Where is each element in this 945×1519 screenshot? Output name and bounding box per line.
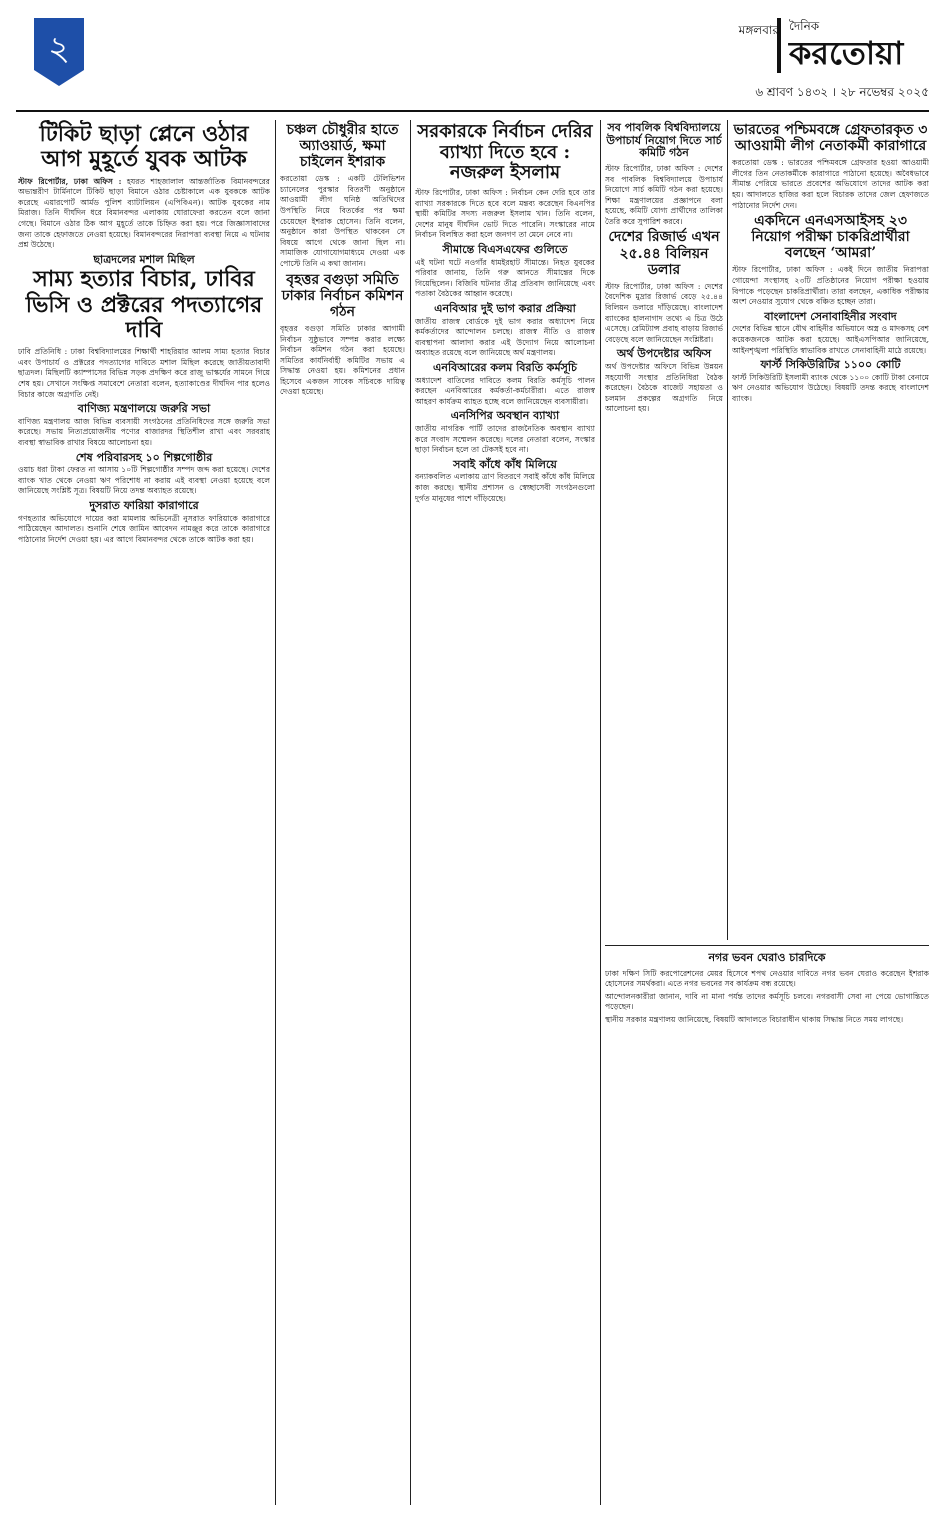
column-5 xyxy=(732,120,929,940)
article-body: ফার্স্ট সিকিউরিটি ইসলামী ব্যাংক থেকে ১১০০ কোটি টাকা বেনামে ঋণ নেওয়ার অভিযোগ উঠেছে। বিষয়টি তদন্ত করছে বাংলাদেশ ব্যাংক। xyxy=(732,372,929,403)
subheadline: ছাত্রদলের মশাল মিছিল xyxy=(93,252,195,266)
article-body: আন্দোলনকারীরা জানান, দাবি না মানা পর্যন্ত তাদের কর্মসূচি চলবে। নগরবাসী সেবা না পেয়ে ভোগান্তিতে পড়েছেন। xyxy=(605,991,929,1012)
article-body: ঢাবি প্রতিনিধি : ঢাকা বিশ্ববিদ্যালয়ের শিক্ষার্থী শাহরিয়ার আলম সাম্য হত্যার বিচার এবং উপাচার্য ও প্রক্টরের পদত্যাগের দাবিতে মশাল মিছিল করেছে জাতীয়তাবাদী ছাত্রদল। মিছিলটি ক্যাম্পাসের বিভিন্ন সড়ক প্রদক্ষিণ করে রাজু ভাস্কর্যের সামনে গিয়ে শেষ হয়। সেখানে সংক্ষিপ্ত সমাবেশে নেতারা বলেন, হত্যাকাণ্ডের দীর্ঘদিন পার হলেও বিচার কাজে অগ্রগতি নেই। xyxy=(18,347,270,399)
headline: সাম্য হত্যার বিচার, ঢাবির ভিসি ও প্রক্টরের পদত্যাগের দাবি xyxy=(25,266,263,343)
subheadline: বাংলাদেশ সেনাবাহিনীর সংবাদ xyxy=(764,309,897,323)
dateline: ৬ শ্রাবণ ১৪৩২ । ২৮ নভেম্বর ২০২৫ xyxy=(755,85,929,99)
subheadline: অর্থ উপদেষ্টার অফিস xyxy=(616,347,712,361)
paper-logo xyxy=(777,18,929,73)
section-rule xyxy=(605,945,929,946)
subheadline: ফার্স্ট সিকিউরিটির ১১০০ কোটি xyxy=(760,358,901,372)
headline: চঞ্চল চৌধুরীর হাতে অ্যাওয়ার্ড, ক্ষমা চাইলেন ইশরাক xyxy=(286,122,399,171)
headline: ভারতের পশ্চিমবঙ্গে গ্রেফতারকৃত ৩ আওয়ামী লীগ নেতাকর্মী কারাগারে xyxy=(733,122,928,155)
article-body: স্থানীয় সরকার মন্ত্রণালয় জানিয়েছে, বিষয়টি আদালতে বিচারাধীন থাকায় সিদ্ধান্ত নিতে সময় লাগছে। xyxy=(605,1015,904,1025)
column-1 xyxy=(18,120,270,1505)
page-number: ২ xyxy=(47,29,71,69)
article-body: জাতীয় নাগরিক পার্টি তাদের রাজনৈতিক অবস্থান ব্যাখ্যা করে সংবাদ সম্মেলন করেছে। দলের নেতারা বলেন, সংস্কার ছাড়া নির্বাচন হলে তা টেকসই হবে না। xyxy=(415,423,595,455)
column-2 xyxy=(280,120,405,1505)
subheadline: সবাই কাঁধে কাঁধ মিলিয়ে xyxy=(453,457,557,471)
subheadline: শেষ পরিবারসহ ১০ শিল্পগোষ্ঠীর xyxy=(75,450,213,464)
headline: বৃহত্তর বগুড়া সমিতি ঢাকার নির্বাচন কমিশন গঠন xyxy=(281,271,404,320)
article-body: ওয়াচ ধরা টাকা ফেরত না আসায় ১০টি শিল্পগোষ্ঠীর সম্পদ জব্দ করা হয়েছে। দেশের ব্যাংক খাত থেকে নেওয়া ঋণ পরিশোধ না করায় এই ব্যবস্থা নেওয়া হয়েছে বলে জানিয়েছে সংশ্লিষ্ট সূত্র। বিষয়টি নিয়ে তদন্ত অব্যাহত রয়েছে। xyxy=(18,465,270,496)
article-body: অর্থ উপদেষ্টার অফিসে বিভিন্ন উন্নয়ন সহযোগী সংস্থার প্রতিনিধিরা বৈঠক করেছেন। বৈঠকে বাজেট সহায়তা ও চলমান প্রকল্পের অগ্রগতি নিয়ে আলোচনা হয়। xyxy=(605,361,723,414)
headline: একদিনে এনএসআইসহ ২৩ নিয়োগ পরীক্ষা চাকরিপ্রার্থীরা বলছেন ‘আমরা’ xyxy=(751,213,910,262)
article-body: জাতীয় রাজস্ব বোর্ডকে দুই ভাগ করার অধ্যাদেশ নিয়ে কর্মকর্তাদের আন্দোলন চলছে। রাজস্ব নীতি ও রাজস্ব ব্যবস্থাপনা আলাদা করার এই উদ্যোগ নিয়ে আলোচনা অব্যাহত রয়েছে বলে জানিয়েছে অর্থ মন্ত্রণালয়। xyxy=(415,316,595,358)
masthead xyxy=(16,10,929,112)
article-body: ঢাকা দক্ষিণ সিটি করপোরেশনের মেয়র হিসেবে শপথ নেওয়ার দাবিতে নগর ভবন ঘেরাও করেছেন ইশরাক হোসেনের সমর্থকরা। এতে নগর ভবনের সব কার্যক্রম বন্ধ রয়েছে। xyxy=(605,968,929,989)
subheadline: সীমান্তে বিএসএফের গুলিতে xyxy=(442,243,568,257)
article-body: বাণিজ্য মন্ত্রণালয় আজ বিভিন্ন ব্যবসায়ী সংগঠনের প্রতিনিধিদের সঙ্গে জরুরি সভা করেছে। সভায় নিত্যপ্রয়োজনীয় পণ্যের বাজারদর স্থিতিশীল রাখা এবং সরবরাহ ব্যবস্থা স্বাভাবিক রাখার বিষয়ে আলোচনা হয়। xyxy=(18,416,270,447)
headline: সরকারকে নির্বাচন দেরির ব্যাখ্যা দিতে হবে : নজরুল ইসলাম xyxy=(417,121,593,184)
article-body: এই ঘটনা ঘটে নওগাঁর ধামইরহাট সীমান্তে। নিহত যুবকের পরিবার জানায়, তিনি গরু আনতে সীমান্তের দিকে গিয়েছিলেন। বিজিবি ঘটনার তীব্র প্রতিবাদ জানিয়েছে এবং পতাকা বৈঠকের আহ্বান করেছে। xyxy=(415,257,595,299)
headline: দেশের রিজার্ভ এখন ২৫.৪৪ বিলিয়ন ডলার xyxy=(608,229,720,278)
page-number-shape xyxy=(24,10,94,90)
article-body: করতোয়া ডেস্ক : একটি টেলিভিশন চ্যানেলের পুরস্কার বিতরণী অনুষ্ঠানে আওয়ামী লীগ ঘনিষ্ঠ অতিথিদের উপস্থিতি নিয়ে বিতর্কের পর ক্ষমা চেয়েছেন ইশরাক হোসেন। তিনি বলেন, অনুষ্ঠানে কারা উপস্থিত থাকবেন সে বিষয়ে আগে থেকে জানা ছিল না। সামাজিক যোগাযোগমাধ্যমে দেওয়া এক পোস্টে তিনি এ কথা জানান। xyxy=(280,174,405,269)
article-body: স্টাফ রিপোর্টার, ঢাকা অফিস : একই দিনে জাতীয় নিরাপত্তা গোয়েন্দা সংস্থাসহ ২৩টি প্রতিষ্ঠানের নিয়োগ পরীক্ষা হওয়ায় বিপাকে পড়েছেন চাকরিপ্রার্থীরা। তারা বলছেন, একাধিক পরীক্ষায় অংশ নেওয়ার সুযোগ থেকে বঞ্চিত হচ্ছেন তারা। xyxy=(732,265,929,307)
article-body: অধ্যাদেশ বাতিলের দাবিতে কলম বিরতি কর্মসূচি পালন করছেন এনবিআরের কর্মকর্তা-কর্মচারীরা। এতে রাজস্ব আহরণ কার্যক্রম ব্যাহত হচ্ছে বলে জানিয়েছেন ব্যবসায়ীরা। xyxy=(415,375,595,406)
article-body: করতোয়া ডেস্ক : ভারতের পশ্চিমবঙ্গে গ্রেফতার হওয়া আওয়ামী লীগের তিন নেতাকর্মীকে কারাগারে পাঠানো হয়েছে। অবৈধভাবে সীমান্ত পেরিয়ে ভারতে প্রবেশের অভিযোগে তাদের আটক করা হয়। আদালতে হাজির করা হলে বিচারক তাদের জেল হেফাজতে পাঠানোর নির্দেশ দেন। xyxy=(732,158,929,210)
article-body: বন্যাকবলিত এলাকায় ত্রাণ বিতরণে সবাই কাঁধে কাঁধ মিলিয়ে কাজ করছে। স্থানীয় প্রশাসন ও স্বেচ্ছাসেবী সংগঠনগুলো দুর্গত মানুষের পাশে দাঁড়িয়েছে। xyxy=(415,472,595,503)
subheadline: এনবিআর দুই ভাগ করার প্রক্রিয়া xyxy=(434,302,576,315)
article-body: বৃহত্তর বগুড়া সমিতি ঢাকার আগামী নির্বাচন সুষ্ঠুভাবে সম্পন্ন করার লক্ষ্যে নির্বাচন কমিশন গঠন করা হয়েছে। সমিতির কার্যনির্বাহী কমিটির সভায় এ সিদ্ধান্ত নেওয়া হয়। কমিশনের প্রধান হিসেবে একজন সাবেক সচিবকে দায়িত্ব দেওয়া হয়েছে। xyxy=(280,323,405,397)
subheadline: এনসিপির অবস্থান ব্যাখ্যা xyxy=(450,409,560,423)
subheadline: দুসরাত ফারিয়া কারাগারে xyxy=(89,498,199,512)
column-rule xyxy=(727,120,728,940)
column-rule xyxy=(275,120,276,1505)
weekday: মঙ্গলবার xyxy=(738,23,779,37)
bottom-right-block xyxy=(605,950,929,1505)
article-body: স্টাফ রিপোর্টার, ঢাকা অফিস : দেশের বৈদেশিক মুদ্রার রিজার্ভ বেড়ে ২৫.৪৪ বিলিয়ন ডলারে দাঁড়িয়েছে। বাংলাদেশ ব্যাংকের হালনাগাদ তথ্যে এ চিত্র উঠে এসেছে। রেমিট্যান্স প্রবাহ বাড়ায় রিজার্ভ বেড়েছে বলে জানিয়েছেন সংশ্লিষ্টরা। xyxy=(605,281,723,344)
article-body: স্টাফ রিপোর্টার, ঢাকা অফিস : দেশের সব পাবলিক বিশ্ববিদ্যালয়ে উপাচার্য নিয়োগে সার্চ কমিটি গঠন করা হয়েছে। শিক্ষা মন্ত্রণালয়ের প্রজ্ঞাপনে বলা হয়েছে, কমিটি যোগ্য প্রার্থীদের তালিকা তৈরি করে সুপারিশ করবে। xyxy=(605,163,723,226)
headline: টিকিট ছাড়া প্লেনে ওঠার আগ মুহূর্তে যুবক আটক xyxy=(39,121,249,173)
article-body: গণহত্যার অভিযোগে দায়ের করা মামলায় অভিনেত্রী নুসরাত ফারিয়াকে কারাগারে পাঠিয়েছেন আদালত। শুনানি শেষে জামিন আবেদন নামঞ্জুর করে তাকে কারাগারে পাঠানোর নির্দেশ দেওয়া হয়। এর আগে বিমানবন্দর থেকে তাকে আটক করা হয়। xyxy=(18,513,270,544)
subheadline: এনবিআরের কলম বিরতি কর্মসূচি xyxy=(433,360,577,374)
page-number-badge xyxy=(24,10,94,90)
column-rule xyxy=(410,120,411,1505)
paper-logo-small: দৈনিক xyxy=(789,19,820,33)
headline: নগর ভবন ঘেরাও চারদিকে xyxy=(708,951,826,964)
article-body: দেশের বিভিন্ন স্থানে যৌথ বাহিনীর অভিযানে অস্ত্র ও মাদকসহ বেশ কয়েকজনকে আটক করা হয়েছে। আইএসপিআর জানিয়েছে, আইনশৃঙ্খলা পরিস্থিতি স্বাভাবিক রাখতে সেনাবাহিনী মাঠে রয়েছে। xyxy=(732,324,929,355)
byline: স্টাফ রিপোর্টার, ঢাকা অফিস : xyxy=(18,176,122,186)
column-3 xyxy=(415,120,595,1505)
article-body: স্টাফ রিপোর্টার, ঢাকা অফিস : নির্বাচন কেন দেরি হবে তার ব্যাখ্যা সরকারকে দিতে হবে বলে মন্তব্য করেছেন বিএনপির স্থায়ী কমিটির সদস্য নজরুল ইসলাম খান। তিনি বলেন, দেশের মানুষ দীর্ঘদিন ভোট দিতে পারেনি। সংস্কারের নামে নির্বাচন বিলম্বিত করা হলে জনগণ তা মেনে নেবে না। xyxy=(415,188,595,240)
article-body: হযরত শাহজালাল আন্তর্জাতিক বিমানবন্দরের অভ্যন্তরীণ টার্মিনালে টিকিট ছাড়া বিমানে ওঠার চেষ্টাকালে এক যুবককে আটক করেছে এয়ারপোর্ট আর্মড পুলিশ ব্যাটালিয়ন (এপিবিএন)। আটক যুবকের নাম মিরাজ। তিনি দীর্ঘদিন ধরে বিমানবন্দর এলাকায় ঘোরাফেরা করতেন বলে জানা গেছে। বিমানে ওঠার ঠিক আগ মুহূর্তে তাকে চিহ্নিত করা হয়। পরে জিজ্ঞাসাবাদের জন্য তাকে হেফাজতে নেওয়া হয়েছে। বিমানবন্দরের নিরাপত্তা ব্যবস্থা নিয়ে এ ঘটনায় প্রশ্ন উঠেছে। xyxy=(18,176,270,250)
column-rule xyxy=(600,120,601,1505)
paper-logo-name: করতোয়া xyxy=(789,34,904,72)
column-4 xyxy=(605,120,723,940)
masthead-right xyxy=(599,14,929,104)
subheadline: বাণিজ্য মন্ত্রণালয়ে জরুরি সভা xyxy=(77,402,211,416)
headline: সব পাবলিক বিশ্ববিদ্যালয়ে উপাচার্য নিয়োগ দিতে সার্চ কমিটি গঠন xyxy=(606,121,722,160)
